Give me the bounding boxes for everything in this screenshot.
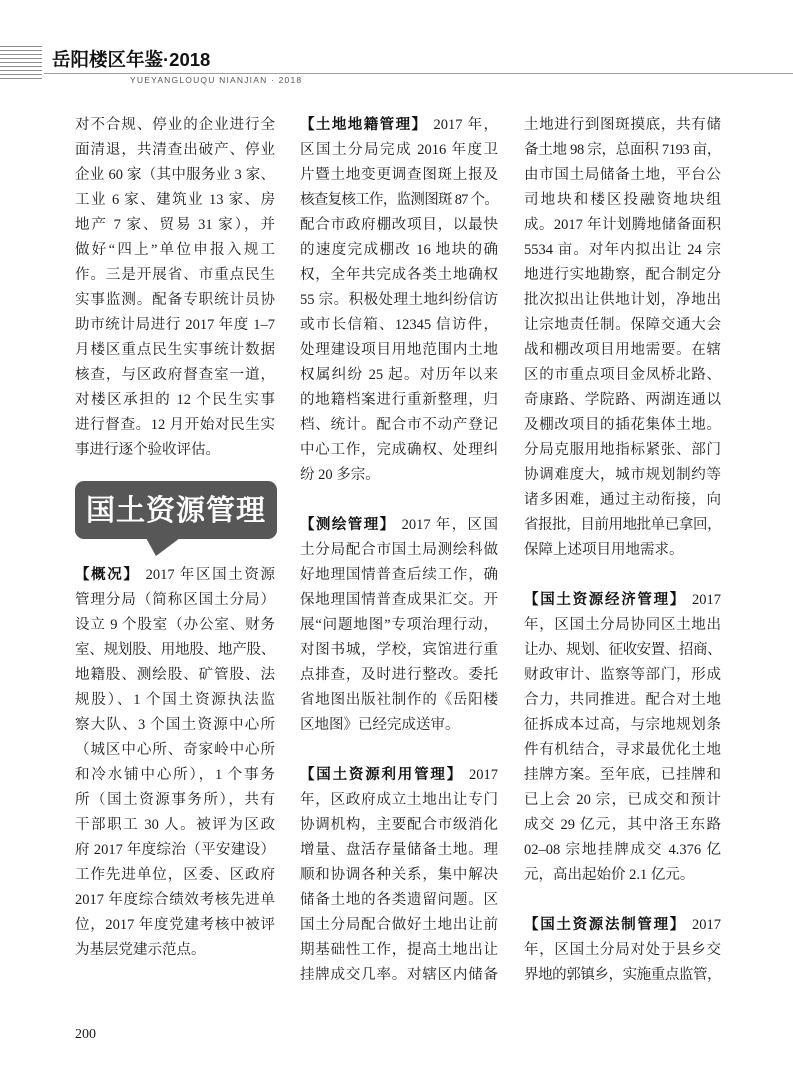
text-line-rest: 2017 年区国土资源	[145, 566, 276, 583]
paragraph-surveying	[300, 513, 498, 738]
text-line: 干部职工 30 人。被评为区政	[75, 816, 275, 833]
text-line: 55 宗。积极处理土地纠纷信访	[300, 291, 498, 308]
text-line: 协调机构，主要配合市级消化	[300, 816, 498, 833]
text-line-rest: 2017	[469, 766, 498, 783]
text-line	[300, 763, 498, 788]
text-line: 2017 年度综合绩效考核先进单	[75, 891, 275, 908]
text-line: 年，区国土分局协同区土地出	[524, 616, 721, 633]
text-line: 地进行实地勘察，配合制定分	[524, 266, 721, 283]
text-line: 战和棚改项目用地需要。在辖	[524, 341, 721, 358]
header-rule	[44, 73, 793, 74]
running-header-title: 岳阳楼区年鉴·2018	[52, 49, 211, 70]
paragraph-land-utilization	[300, 763, 498, 988]
text-line: 展“问题地图”专项治理行动，	[300, 616, 498, 633]
text-line: 片暨土地变更调查图斑上报及	[300, 166, 498, 183]
text-line: 的速度完成棚改 16 地块的确	[300, 241, 498, 258]
text-line: 中心工作，完成确权、处理纠	[300, 441, 498, 458]
text-line: 进行督查。12 月开始对民生实	[75, 416, 275, 433]
section-banner-title: 国土资源管理	[85, 493, 266, 527]
text-line: 的地籍档案进行重新整理，归	[300, 391, 498, 408]
text-line: 助市统计局进行 2017 年度 1–7	[75, 316, 275, 333]
text-line: 界地的郭镇乡，实施重点监管，	[524, 966, 721, 983]
text-line: 司地块和楼区投融资地块组	[524, 191, 721, 208]
text-line: 区的市重点项目金凤桥北路、	[524, 366, 721, 383]
text-line: 让宗地责任制。保障交通大会	[524, 316, 721, 333]
text-line: 增量、盘活存量储备土地。理	[300, 841, 498, 858]
text-line: 国土分局配合做好土地出让前	[300, 916, 498, 933]
text-line: 保地理国情普查成果汇交。开	[300, 591, 498, 608]
text-line: 所（国土资源事务所），共有	[75, 791, 275, 808]
text-line: 档、统计。配合市不动产登记	[300, 416, 498, 433]
text-line: 工业 6 家、建筑业 13 家、房	[75, 191, 275, 208]
text-line: 区地图》已经完成送审。	[300, 716, 460, 733]
text-line: 保障上述项目用地需求。	[524, 541, 684, 558]
text-line: 顺和协调各种关系，集中解决	[300, 866, 498, 883]
text-line: 土分局配合市国土局测绘科做	[300, 541, 498, 558]
text-line	[524, 913, 721, 938]
text-line: 面清退，共清查出破产、停业	[75, 141, 275, 158]
section-heading: 【国土资源利用管理】	[300, 766, 463, 783]
text-line: 分局克服用地指标紧张、部门	[524, 441, 721, 458]
section-heading: 【国土资源经济管理】	[524, 591, 686, 608]
text-line: 土地进行到图斑摸底，共有储	[524, 116, 721, 133]
section-banner	[75, 481, 277, 539]
text-line	[300, 513, 498, 538]
paragraph-land-economics	[524, 588, 721, 888]
text-line: 配合市政府棚改项目，以最快	[300, 216, 498, 233]
text-line: 由市国土局储备土地，平台公	[524, 166, 721, 183]
text-line-rest: 2017 年，	[433, 116, 498, 133]
text-line: 年，区国土分局对处于县乡交	[524, 941, 721, 958]
paragraph-land-legal	[524, 913, 721, 988]
text-line: 或市长信箱、12345 信访件，	[300, 316, 498, 333]
section-heading: 【概况】	[75, 566, 140, 583]
text-line: 位，2017 年度党建考核中被评	[75, 916, 275, 933]
text-line: 月楼区重点民生实事统计数据	[75, 341, 275, 358]
text-line: 为基层党建示范点。	[75, 941, 206, 958]
text-line: 对不合规、停业的企业进行全	[75, 116, 275, 133]
text-line: 地产 7 家、贸易 31 家），并	[75, 216, 275, 233]
text-line: （城区中心所、奇家岭中心所	[75, 741, 275, 758]
text-line: 核查，与区政府督查室一道，	[75, 366, 275, 383]
text-line: 成。2017 年计划腾地储备面积	[524, 216, 721, 233]
text-line: 件有机结合，寻求最优化土地	[524, 741, 721, 758]
text-line: 已上会 20 宗，已成交和预计	[524, 791, 721, 808]
text-line-rest: 2017	[692, 916, 721, 933]
text-line: 合力，共同推进。配合对土地	[524, 691, 721, 708]
text-line: 权属纠纷 25 起。对历年以来	[300, 366, 498, 383]
text-line-rest: 2017	[692, 591, 721, 608]
text-line: 省地图出版社制作的《岳阳楼	[300, 691, 498, 708]
text-line: 企业 60 家（其中服务业 3 家、	[75, 166, 275, 183]
section-heading: 【测绘管理】	[300, 516, 396, 533]
paragraph-land-registry	[300, 113, 498, 488]
text-line: 点排查，及时进行整改。委托	[300, 666, 498, 683]
text-line: 察大队、3 个国土资源中心所	[75, 716, 275, 733]
text-line	[300, 113, 498, 138]
text-line: 及棚改项目的插花集体土地。	[524, 416, 721, 433]
text-line: 奇康路、学院路、两湖连通以	[524, 391, 721, 408]
text-line: 处理建设项目用地范围内土地	[300, 341, 498, 358]
running-header-subtitle: YUEYANGLOUQU NIANJIAN · 2018	[130, 75, 303, 85]
text-line: 对图书城，学校，宾馆进行重	[300, 641, 498, 658]
page-number: 200	[75, 1027, 96, 1042]
text-line: 和冷水铺中心所），1 个事务	[75, 766, 275, 783]
text-line: 纷 20 多宗。	[300, 466, 380, 483]
header-stripe-ornament	[0, 46, 42, 80]
paragraph-statistics-continued	[75, 113, 275, 463]
text-line: 做好“四上”单位申报入规工	[75, 241, 275, 258]
text-line: 管理分局（简称区国土分局）	[75, 591, 275, 608]
banner-pointer-tail	[146, 538, 180, 556]
text-line: 元，高出起始价 2.1 亿元。	[524, 866, 695, 883]
text-line: 备土地 98 宗，总面积 7193 亩，	[524, 141, 721, 158]
text-line: 对楼区承担的 12 个民生实事	[75, 391, 275, 408]
text-line: 实事监测。配备专职统计员协	[75, 291, 275, 308]
text-line: 储备土地的各类遗留问题。区	[300, 891, 498, 908]
text-line: 财政审计、监察等部门，形成	[524, 666, 721, 683]
text-line: 诸多困难，通过主动衔接，向	[524, 491, 721, 508]
text-line	[75, 563, 275, 588]
text-line: 府 2017 年度综治（平安建设）	[75, 841, 275, 858]
text-line: 成交 29 亿元，其中洛王东路	[524, 816, 721, 833]
text-line: 权，全年共完成各类土地确权	[300, 266, 498, 283]
paragraph-land-utilization-continued	[524, 113, 721, 563]
text-line: 核查复核工作，监测图斑 87 个。	[300, 191, 498, 208]
text-line: 期基础性工作，提高土地出让	[300, 941, 498, 958]
text-line: 好地理国情普查后续工作，确	[300, 566, 498, 583]
text-line: 协调难度大，城市规划制约等	[524, 466, 721, 483]
text-line: 设立 9 个股室（办公室、财务	[75, 616, 275, 633]
text-line: 事进行逐个验收评估。	[75, 441, 220, 458]
paragraph-overview	[75, 563, 275, 963]
text-line: 5534 亩。对年内拟出让 24 宗	[524, 241, 721, 258]
section-heading: 【土地地籍管理】	[300, 116, 428, 133]
text-line-rest: 2017 年，区国	[401, 516, 498, 533]
text-line: 规股）、1 个国土资源执法监	[75, 691, 275, 708]
text-line: 挂牌成交几率。对辖区内储备	[300, 966, 498, 983]
text-line: 让办、规划、征收安置、招商、	[524, 641, 721, 658]
text-line: 地籍股、测绘股、矿管股、法	[75, 666, 275, 683]
text-line: 挂牌方案。至年底，已挂牌和	[524, 766, 721, 783]
text-line: 室、规划股、用地股、地产股、	[75, 641, 275, 658]
text-line: 省报批，目前用地批单已拿回，	[524, 516, 721, 533]
text-line: 征拆成本过高，与宗地规划条	[524, 716, 721, 733]
text-line: 区国土分局完成 2016 年度卫	[300, 141, 498, 158]
text-line: 02–08 宗地挂牌成交 4.376 亿	[524, 841, 721, 858]
section-heading: 【国土资源法制管理】	[524, 916, 686, 933]
text-line: 作。三是开展省、市重点民生	[75, 266, 275, 283]
text-line: 工作先进单位，区委、区政府	[75, 866, 275, 883]
text-line	[524, 588, 721, 613]
text-line: 批次拟出让供地计划，净地出	[524, 291, 721, 308]
text-line: 年，区政府成立土地出让专门	[300, 791, 498, 808]
